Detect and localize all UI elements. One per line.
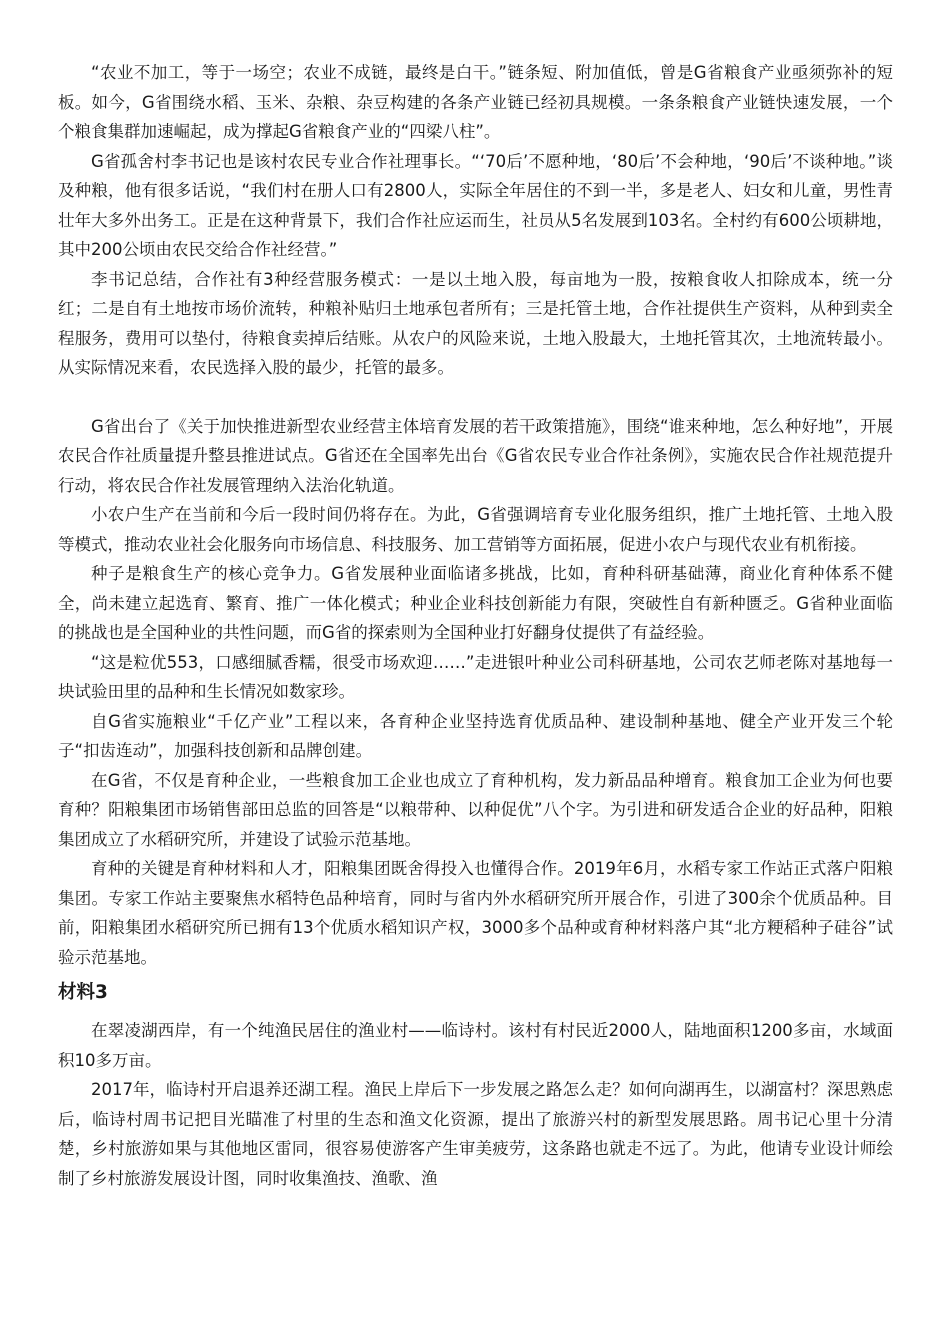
paragraph: 自G省实施粮业“千亿产业”工程以来，各育种企业坚持选育优质品种、建设制种基地、健全产业开发三个轮子“扣齿连动”，加强科技创新和品牌创建。 <box>58 711 893 760</box>
paragraph-gap <box>58 383 893 412</box>
paragraph: “这是粒优553，口感细腻香糯，很受市场欢迎……”走进银叶种业公司科研基地，公司农艺师老陈对基地每一块试验田里的品种和生长情况如数家珍。 <box>58 652 893 701</box>
paragraph: 2017年，临诗村开启退养还湖工程。渔民上岸后下一步发展之路怎么走？如何向湖再生，以湖富村？深思熟虑后，临诗村周书记把目光瞄准了村里的生态和渔文化资源，提出了旅游兴村的新型发展思路。周书记心里十分清楚，乡村旅游如果与其他地区雷同，很容易使游客产生审美疲劳，这条路也就走不远了。为此，他请专业设计师绘制了乡村旅游发展设计图，同时收集渔技、渔歌、渔 <box>58 1080 893 1188</box>
paragraph: 育种的关键是育种材料和人才，阳粮集团既舍得投入也懂得合作。2019年6月，水稻专家工作站正式落户阳粮集团。专家工作站主要聚焦水稻特色品种培育，同时与省内外水稻研究所开展合作，引进了300余个优质品种。目前，阳粮集团水稻研究所已拥有13个优质水稻知识产权，3000多个品种或育种材料落户其“北方粳稻种子硅谷”试验示范基地。 <box>58 859 893 967</box>
paragraph: G省孤舍村李书记也是该村农民专业合作社理事长。“‘70后’不愿种地，‘80后’不会种地，‘90后’不谈种地。”谈及种粮，他有很多话说，“我们村在册人口有2800人，实际全年居住的不到一半，多是老人、妇女和儿童，男性青壮年大多外出务工。正是在这种背景下，我们合作社应运而生，社员从5名发展到103名。全村约有600公顷耕地，其中200公顷由农民交给合作社经营。” <box>58 151 893 259</box>
paragraph: 在翠凌湖西岸，有一个纯渔民居住的渔业村——临诗村。该村有村民近2000人，陆地面积1200多亩，水域面积10多万亩。 <box>58 1021 893 1070</box>
paragraph: 李书记总结，合作社有3种经营服务模式：一是以土地入股，每亩地为一股，按粮食收人扣除成本，统一分红；二是自有土地按市场价流转，种粮补贴归土地承包者所有；三是托管土地，合作社提供生产资料，从种到卖全程服务，费用可以垫付，待粮食卖掉后结账。从农户的风险来说，土地入股最大，土地托管其次，土地流转最小。从实际情况来看，农民选择入股的最少，托管的最多。 <box>58 269 893 377</box>
paragraph: “农业不加工，等于一场空；农业不成链，最终是白干。”链条短、附加值低，曾是G省粮食产业亟须弥补的短板。如今，G省围绕水稻、玉米、杂粮、杂豆构建的各条产业链已经初具规模。一条条粮食产业链快速发展，一个个粮食集群加速崛起，成为撑起G省粮食产业的“四梁八柱”。 <box>58 63 893 141</box>
paragraph: G省出台了《关于加快推进新型农业经营主体培育发展的若干政策措施》，围绕“谁来种地，怎么种好地”，开展农民合作社质量提升整县推进试点。G省还在全国率先出台《G省农民专业合作社条例》，实施农民合作社规范提升行动，将农民合作社发展管理纳入法治化轨道。 <box>58 416 893 495</box>
document-body <box>58 58 893 1193</box>
paragraph: 在G省，不仅是育种企业，一些粮食加工企业也成立了育种机构，发力新品品种增育。粮食加工企业为何也要育种？阳粮集团市场销售部田总监的回答是“以粮带种、以种促优”八个字。为引进和研发适合企业的好品种，阳粮集团成立了水稻研究所，并建设了试验示范基地。 <box>58 770 893 849</box>
section-heading: 材料3 <box>58 982 108 1003</box>
paragraph: 种子是粮食生产的核心竞争力。G省发展种业面临诸多挑战，比如，育种科研基础薄，商业化育种体系不健全，尚未建立起选育、繁育、推广一体化模式；种业企业科技创新能力有限，突破性自有新种匮乏。G省种业面临的挑战也是全国种业的共性问题，而G省的探索则为全国种业打好翻身仗提供了有益经验。 <box>58 564 893 642</box>
paragraph: 小农户生产在当前和今后一段时间仍将存在。为此，G省强调培育专业化服务组织，推广土地托管、土地入股等模式，推动农业社会化服务向市场信息、科技服务、加工营销等方面拓展，促进小农户与现代农业有机衔接。 <box>58 505 893 554</box>
